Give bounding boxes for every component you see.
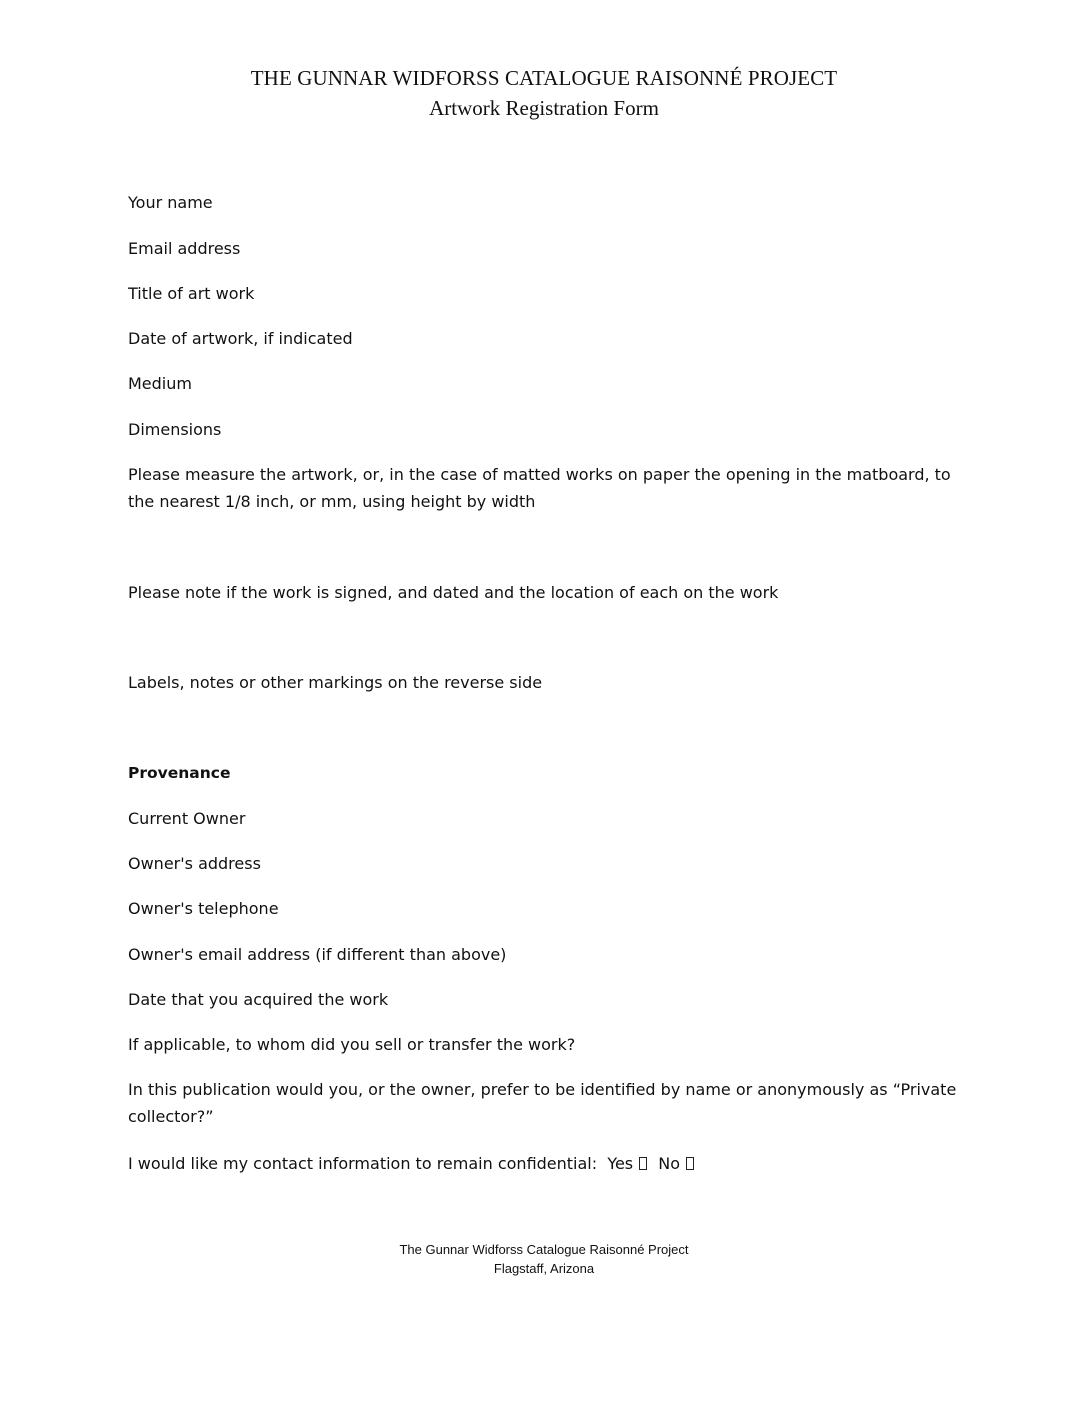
dimensions-label: Dimensions [128,420,222,439]
footer-location: Flagstaff, Arizona [493,1261,595,1276]
no-label: No [658,1154,680,1173]
medium-label: Medium [128,374,192,393]
measure-instructions-text: Please measure the artwork, or, in the case of matted works on paper the opening in the matboard, to the nearest 1/8 inch, or mm, using height by width [128,465,951,511]
email-address-label: Email address [128,239,241,258]
signed-dated-note-label: Please note if the work is signed, and dated and the location of each on the work [128,583,779,602]
owners-telephone-label: Owner's telephone [128,899,279,918]
yes-label: Yes [607,1154,634,1173]
form-title: THE GUNNAR WIDFORSS CATALOGUE RAISONNÉ PROJECT [250,66,838,90]
identification-preference-text: In this publication would you, or the owner, prefer to be identified by name or anonymously as “Private collector?” [128,1080,957,1126]
owners-email-label: Owner's email address (if different than above) [128,945,507,964]
sold-transferred-label: If applicable, to whom did you sell or transfer the work? [128,1035,576,1054]
footer-project-name: The Gunnar Widforss Catalogue Raisonné Project [399,1242,689,1257]
date-of-artwork-label: Date of artwork, if indicated [128,329,353,348]
yes-checkbox[interactable] [639,1157,647,1170]
confidential-row [128,1150,958,1177]
form-subtitle: Artwork Registration Form [429,96,659,120]
no-checkbox[interactable] [686,1157,694,1170]
current-owner-label: Current Owner [128,809,246,828]
date-acquired-label: Date that you acquired the work [128,990,389,1009]
owners-address-label: Owner's address [128,854,261,873]
your-name-label: Your name [128,193,213,212]
provenance-heading: Provenance [128,764,231,782]
title-of-art-work-label: Title of art work [128,284,255,303]
reverse-side-markings-label: Labels, notes or other markings on the reverse side [128,673,543,692]
confidential-prompt: I would like my contact information to remain confidential: [128,1154,598,1173]
